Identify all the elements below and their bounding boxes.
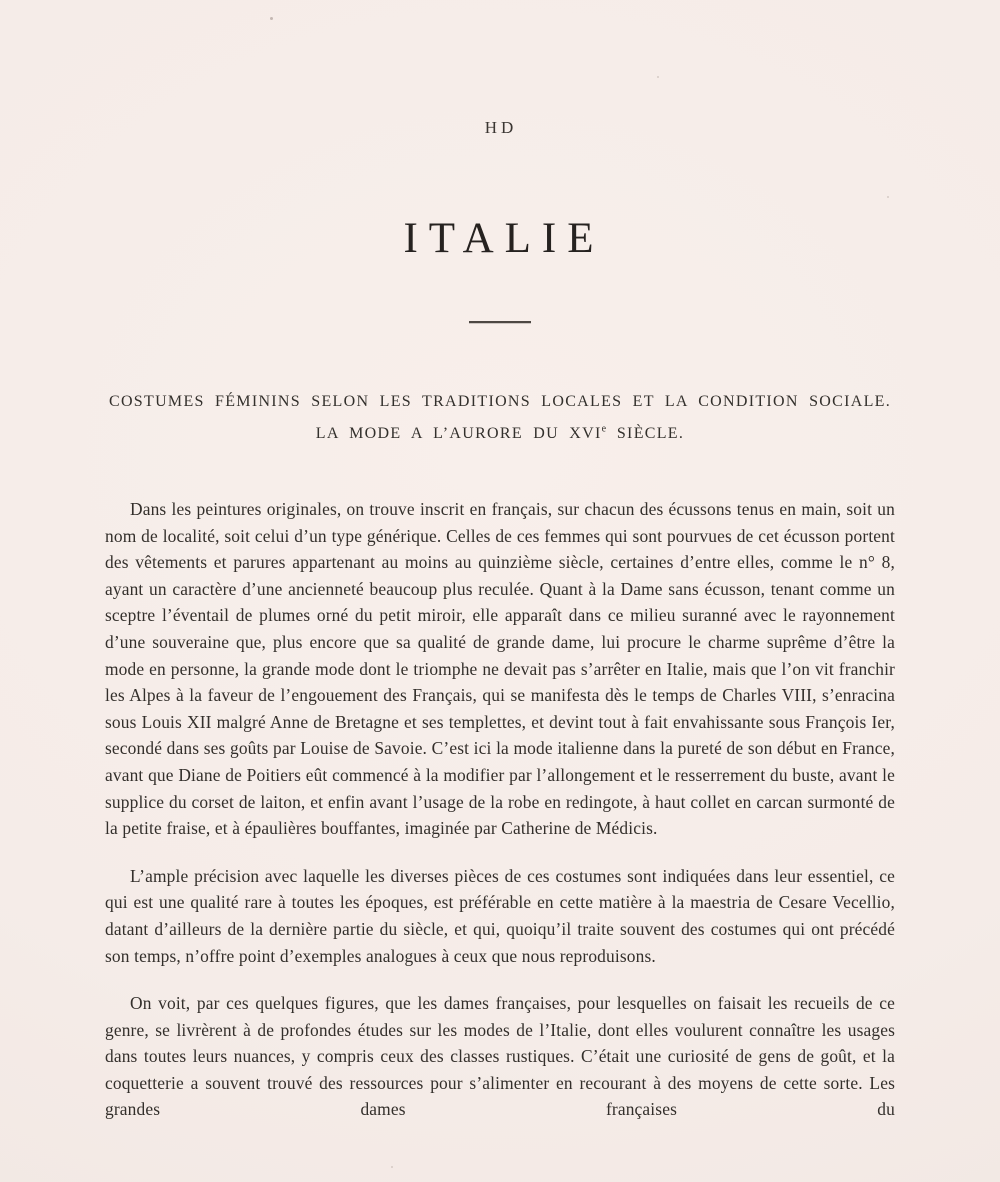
subtitle-line-2-text: LA MODE A L’AURORE DU XVI <box>315 425 602 442</box>
subtitle-ordinal-superscript: e <box>601 423 607 435</box>
paper-speck <box>887 196 889 198</box>
subtitle-line-1: COSTUMES FÉMININS SELON LES TRADITIONS LOCALES ET LA CONDITION SOCIALE. <box>108 393 892 410</box>
body-paragraph: L’ample précision avec laquelle les diverses pièces de ces costumes sont indiquées dans leur essentiel, ce qui est une qualité rare à toutes les époques, est préférable en cette matière à la maestria de Cesare Vecellio, datant d’ailleurs de la dernière partie du siècle, et qui, quoiqu’il traite souvent des costumes qui ont précédé son temps, n’offre point d’exemples analogues à ceux que nous reproduisons. <box>105 865 895 966</box>
paper-speck <box>657 76 659 78</box>
title-divider-rule <box>469 321 531 323</box>
paper-speck <box>270 17 273 20</box>
subtitle-line-2-end: SIÈCLE. <box>606 425 685 442</box>
paper-speck <box>391 1166 393 1168</box>
body-text-column <box>105 496 895 1123</box>
chapter-subtitle <box>0 386 1000 450</box>
body-paragraph: Dans les peintures originales, on trouve inscrit en français, sur chacun des écussons tenus en main, soit un nom de localité, soit celui d’un type générique. Celles de ces femmes qui sont pourvues de cet écusson portent des vêtements et parures appartenant au moins au quinzième siècle, certaines d’entre elles, comme le n° 8, ayant un caractère d’une ancienneté beaucoup plus reculée. Quant à la Dame sans écusson, tenant comme un sceptre l’éventail de plumes orné du petit miroir, elle apparaît dans ce milieu suranné avec le rayonnement d’une souveraine que, plus encore que sa qualité de grande dame, lui procure le charme suprême d’être la mode en personne, la grande mode dont le triomphe ne devait pas s’arrêter en Italie, mais que l’on vit franchir les Alpes à la faveur de l’engouement des Français, qui se manifesta dès le temps de Charles VIII, s’enracina sous Louis XII malgré Anne de Bretagne et ses templettes, et devint tout à fait envahissante sous François Ier, secondé dans ses goûts par Louise de Savoie. C’est ici la mode italienne dans la pureté de son début en France, avant que Diane de Poitiers eût commencé à la modifier par l’allongement et le resserrement du buste, avant le supplice du corset de laiton, et enfin avant l’usage de la robe en redingote, à haut collet en carcan surmonté de la petite fraise, et à épaulières bouffantes, imaginée par Catherine de Médicis. <box>105 499 895 839</box>
page-header-mark: HD <box>484 118 518 137</box>
page-title: ITALIE <box>403 215 605 262</box>
subtitle-line-2 <box>0 418 1000 450</box>
body-paragraph: On voit, par ces quelques figures, que les dames françaises, pour lesquelles on faisait les recueils de ce genre, se livrèrent à de profondes études sur les modes de l’Italie, dont elles voulurent connaître les usages dans toutes leurs nuances, y compris ceux des classes rustiques. C’était une curiosité de gens de goût, et la coquetterie a souvent trouvé des ressources pour s’alimenter en recourant à des moyens de cette sorte. Les grandes dames françaises du <box>105 993 895 1120</box>
